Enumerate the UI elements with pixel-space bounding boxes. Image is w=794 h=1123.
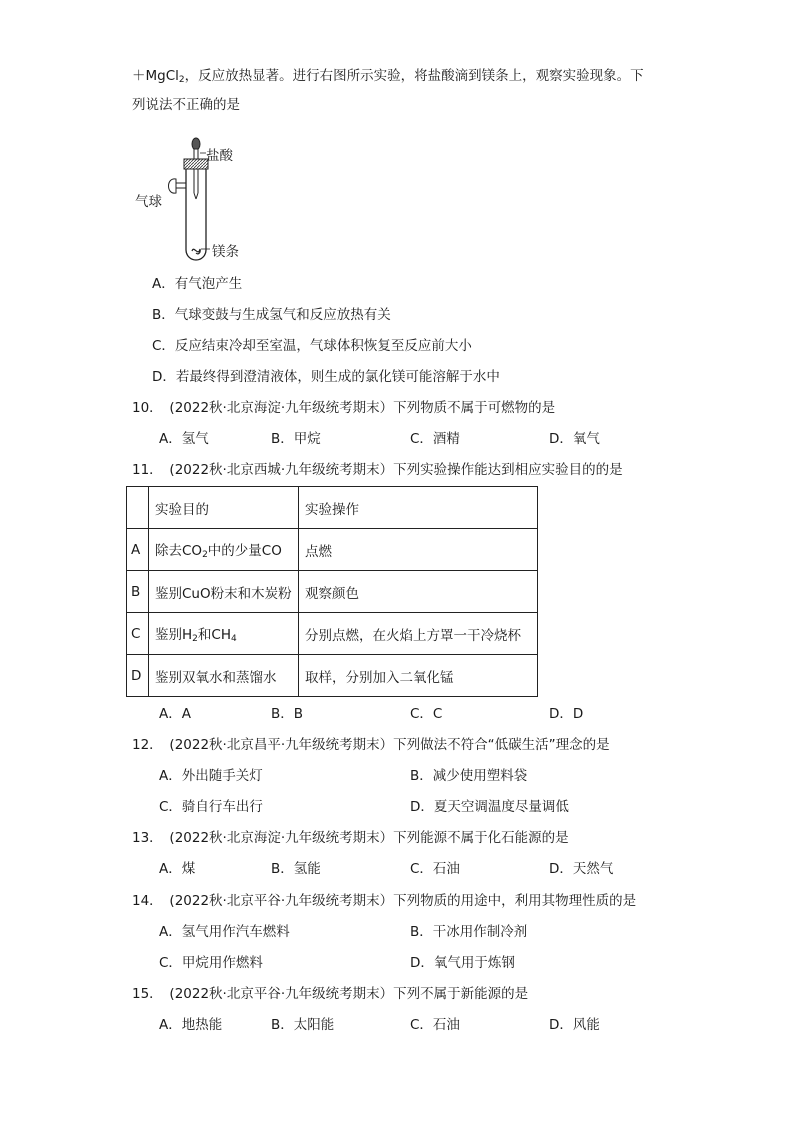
q9-option-c: C．反应结束冷却至室温，气球体积恢复至反应前大小: [152, 338, 472, 354]
q9-intro-line2: 列说法不正确的是: [132, 97, 240, 113]
q12-stem: 12． (2022秋·北京昌平·九年级统考期末）下列做法不符合“低碳生活”理念的是: [132, 737, 610, 753]
figure-label-mg: 镁条: [212, 244, 239, 260]
row-goal: 鉴别$H_2$和$CH_4$: [149, 613, 299, 655]
q13-option-d: D．天然气: [549, 861, 614, 877]
q15-option-b: B．太阳能: [271, 1017, 335, 1033]
q9-option-d: D．若最终得到澄清液体，则生成的氯化镁可能溶解于水中: [152, 369, 500, 385]
table-row: [127, 571, 538, 613]
figure-label-balloon: 气球: [135, 194, 162, 210]
row-key: B: [127, 571, 149, 613]
q12-option-c: C．骑自行车出行: [159, 799, 263, 815]
table-header-cell: 实验操作: [299, 487, 538, 529]
row-operation: 取样，分别加入二氧化锰: [299, 655, 538, 697]
q10-stem: 10． (2022秋·北京海淀·九年级统考期末）下列物质不属于可燃物的是: [132, 400, 556, 416]
q12-option-a: A．外出随手关灯: [159, 768, 263, 784]
figure-label-acid: 盐酸: [206, 148, 233, 164]
table-row: [127, 613, 538, 655]
row-operation: 分别点燃，在火焰上方罩一干冷烧杯: [299, 613, 538, 655]
q14-option-c: C．甲烷用作燃料: [159, 955, 263, 971]
q13-stem: 13． (2022秋·北京海淀·九年级统考期末）下列能源不属于化石能源的是: [132, 830, 569, 846]
q11-table: [126, 486, 538, 697]
table-header-cell: [127, 487, 149, 529]
q13-option-a: A．煤: [159, 861, 196, 877]
q10-option-a: A．氢气: [159, 431, 209, 447]
q11-option-d: D．D: [549, 706, 584, 722]
row-goal: 除去$CO_2$中的少量CO: [149, 529, 299, 571]
q9-option-a: A．有气泡产生: [152, 276, 243, 292]
q12-option-d: D．夏天空调温度尽量调低: [410, 799, 569, 815]
q14-option-d: D．氧气用于炼钢: [410, 955, 515, 971]
table-header-row: [127, 487, 538, 529]
q13-option-b: B．氢能: [271, 861, 321, 877]
q14-stem: 14． (2022秋·北京平谷·九年级统考期末）下列物质的用途中，利用其物理性质的是: [132, 893, 637, 909]
q15-option-a: A．地热能: [159, 1017, 223, 1033]
q10-option-c: C．酒精: [410, 431, 460, 447]
q12-option-b: B．减少使用塑料袋: [410, 768, 528, 784]
q11-option-b: B．B: [271, 706, 304, 722]
row-goal: 鉴别CuO粉末和木炭粉: [149, 571, 299, 613]
q15-stem: 15． (2022秋·北京平谷·九年级统考期末）下列不属于新能源的是: [132, 986, 529, 1002]
q10-option-b: B．甲烷: [271, 431, 321, 447]
q15-option-d: D．风能: [549, 1017, 600, 1033]
q9-option-b: B．气球变鼓与生成氢气和反应放热有关: [152, 307, 391, 323]
q11-option-a: A．A: [159, 706, 191, 722]
row-key: C: [127, 613, 149, 655]
row-goal: 鉴别双氧水和蒸馏水: [149, 655, 299, 697]
q14-option-b: B．干冰用作制冷剂: [410, 924, 528, 940]
table-row: [127, 655, 538, 697]
q15-option-c: C．石油: [410, 1017, 460, 1033]
table-header-cell: 实验目的: [149, 487, 299, 529]
row-key: D: [127, 655, 149, 697]
q10-option-d: D．氧气: [549, 431, 600, 447]
row-operation: 点燃: [299, 529, 538, 571]
row-key: A: [127, 529, 149, 571]
q13-option-c: C．石油: [410, 861, 460, 877]
row-operation: 观察颜色: [299, 571, 538, 613]
q11-option-c: C．C: [410, 706, 443, 722]
table-row: [127, 529, 538, 571]
q9-intro-line1: ＋MgCl$_2$，反应放热显著。进行右图所示实验，将盐酸滴到镁条上，观察实验现象。下: [132, 68, 644, 85]
q11-stem: 11． (2022秋·北京西城·九年级统考期末）下列实验操作能达到相应实验目的的是: [132, 462, 623, 478]
q14-option-a: A．氢气用作汽车燃料: [159, 924, 290, 940]
